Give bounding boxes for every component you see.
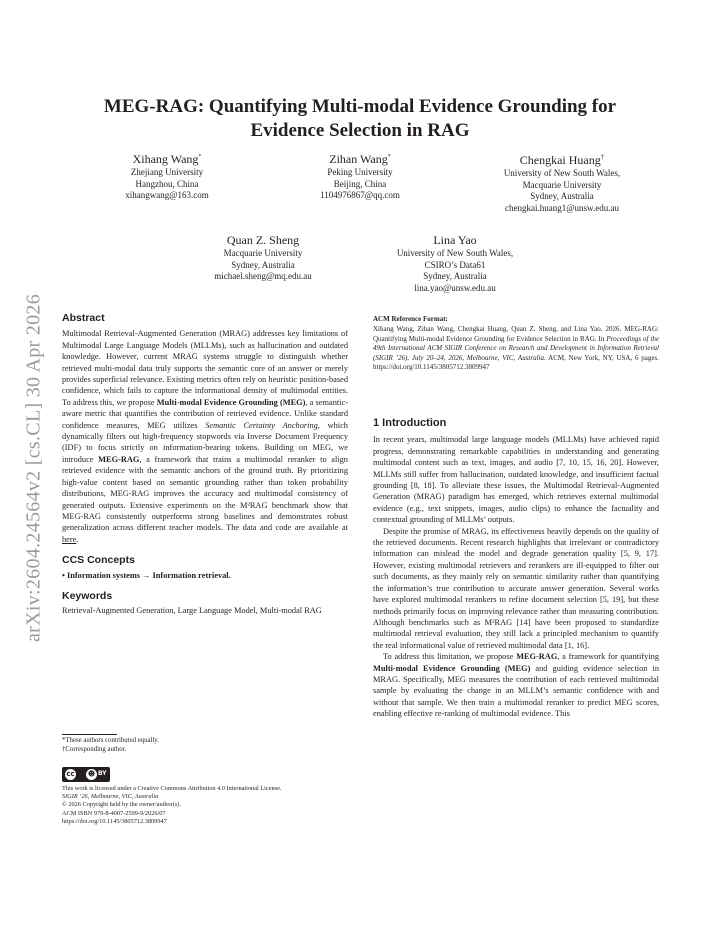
code-link[interactable]: here — [62, 534, 77, 544]
arxiv-stamp — [14, 258, 54, 678]
author-name: Lina Yao — [433, 233, 477, 247]
abstract-heading: Abstract — [62, 312, 105, 324]
author-location: Sydney, Australia — [423, 271, 487, 281]
footnote-rule — [62, 734, 117, 735]
footnote-corresponding: †Corresponding author. — [62, 746, 127, 753]
author-name: Xihang Wang* — [132, 152, 202, 166]
acm-reference — [373, 315, 659, 373]
intro-heading: 1 Introduction — [373, 417, 447, 429]
cc-icon: cc — [66, 769, 75, 778]
author-location: Sydney, Australia — [231, 259, 295, 270]
keywords-heading: Keywords — [62, 589, 113, 602]
author-location: Sydney, Australia — [530, 191, 594, 201]
left-column — [62, 313, 348, 617]
author-block — [82, 150, 252, 202]
license-block — [62, 785, 352, 826]
author-affiliation-2: Macquarie University — [522, 179, 602, 190]
acm-ref-heading: ACM Reference Format: — [373, 315, 448, 323]
arxiv-stamp-text: arXiv:2604.24564v2 [cs.CL] 30 Apr 2026 — [22, 293, 45, 643]
abstract-text: Multimodal Retrieval-Augmented Generation (MRAG) addresses key limitations of Multimodal Large Language Models (MLLMs), such as hallucination and outdated knowledge. However, current MRAG systems struggle to distinguish whether retrieved multi-modal data truly supports the semantic core of an answer or merely provides superficial relevance. Existing metrics often rely on heuristic position-based confidence, which fails to capture the informational density of multimodal entities. To address this, we propose Multi-modal Evidence Grounding (MEG), a semantic-aware metric that quantifies the contribution of retrieved evidence. Unlike standard confidence measures, MEG utilizes Semantic Certainty Anchoring, which dynamically filters out high-frequency stopwords via Inverse Document Frequency (IDF) to focus strictly on information-bearing tokens. Building on MEG, we introduce MEG-RAG, a framework that trains a multimodal reranker to align retrieved evidence with the semantic anchors of the ground truth. By prioritizing high-value content based on semantic grounding rather than token probability distributions, MEG-RAG improves the accuracy and multimodal consistency of generated outputs. Extensive experiments on the M²RAG benchmark show that MEG-RAG consistently outperforms strong baselines and demonstrates robust generalization across different teacher models. The data and code are available at here. — [62, 329, 348, 544]
keywords-text: Retrieval-Augmented Generation, Large Language Model, Multi-modal RAG — [62, 606, 322, 616]
copyright-line: © 2026 Copyright held by the owner/author(s). — [62, 801, 181, 809]
license-text: This work is licensed under a Creative Commons Attribution 4.0 International License. — [62, 785, 282, 792]
person-icon: ☻ — [87, 769, 96, 778]
intro-paragraph-1: In recent years, multimodal large language models (MLLMs) have achieved rapid progress, demonstrating remarkable capabilities in understanding and generating multimodal content such as text, images, and audio [7, 10, 15, 16, 20]. However, MLLMs still suffer from hallucination, outdated knowledge, and insufficient factual grounding [8, 18]. To alleviate these issues, the Multimodal Retrieval-Augmented Generation (MRAG) paradigm has emerged, which retrieves external multimodal evidence (e.g., text snippets, images, audio clips) to enhance the factuality and contextual grounding of MLLMs’ outputs. — [373, 435, 659, 525]
author-name: Quan Z. Sheng — [226, 233, 300, 247]
author-email: lina.yao@unsw.edu.au — [414, 282, 496, 293]
footnote-equal: *These authors contributed equally. — [62, 737, 159, 744]
title-line-1: MEG-RAG: Quantifying Multi-modal Evidence Grounding for — [103, 96, 617, 117]
footnotes — [62, 736, 348, 754]
doi-line: https://doi.org/10.1145/3805712.3809947 — [62, 817, 167, 825]
paper-title — [60, 95, 660, 143]
author-block — [370, 233, 540, 294]
author-email: 1104976867@qq.com — [320, 190, 400, 200]
author-email: xihangwang@163.com — [125, 190, 209, 200]
author-name: Chengkai Huang† — [519, 153, 605, 167]
author-email: michael.sheng@mq.edu.au — [214, 271, 312, 281]
author-affiliation-2: CSIRO’s Data61 — [424, 259, 486, 270]
isbn-line: ACM ISBN 979-8-4007-2599-9/2026/07 — [62, 809, 166, 817]
intro-paragraph-3: To address this limitation, we propose MEG-RAG, a framework for quantifying Multi-modal Evidence Grounding (MEG) and guiding evidence selection in MRAG. Specifically, MEG measures the contribution of each retrieved multimodal sample by evaluating the change in an MLLM’s semantic confidence with and without that sample. We then train a multimodal reranker to predict MEG scores, enabling effective re-ranking of multimodal evidence. This — [373, 652, 660, 719]
ccs-heading: CCS Concepts — [62, 554, 135, 567]
cc-by-label: BY — [98, 770, 107, 777]
author-affiliation: University of New South Wales, — [396, 248, 514, 258]
author-affiliation: Zhejiang University — [130, 167, 204, 177]
cc-by-badge — [62, 767, 110, 782]
acm-ref-text: Xihang Wang, Zihan Wang, Chengkai Huang, Quan Z. Sheng, and Lina Yao. 2026. MEG-RAG: Quantifying Multi-modal Evidence Grounding for Evidence Selection in RAG. In Proceedings of the 49th International ACM SIGIR Conference on Research and Development in Information Retrieval (SIGIR ’26), July 20–24, 2026, Melbourne, VIC, Australia. ACM, New York, NY, USA, 6 pages. https://doi.org/10.1145/3805712.3809947 — [373, 325, 659, 372]
author-location: Hangzhou, China — [135, 178, 199, 189]
author-affiliation: Macquarie University — [223, 248, 303, 258]
right-column — [373, 418, 659, 720]
title-line-2: Evidence Selection in RAG — [250, 120, 470, 141]
author-location: Beijing, China — [333, 178, 387, 189]
author-affiliation: Peking University — [327, 167, 393, 177]
author-block — [275, 150, 445, 202]
author-affiliation: University of New South Wales, — [503, 168, 621, 178]
author-email: chengkai.huang1@unsw.edu.au — [505, 202, 619, 213]
intro-paragraph-2: Despite the promise of MRAG, its effectiveness heavily depends on the quality of the retrieved documents. Recent research highlights that irrelevant or contradictory information can mislead the model and degrade generation quality [5, 9, 17]. However, existing multimodal retrievers and rerankers are ill-equipped to filter out such documents, as they mainly rely on semantic similarity rather than quantifying the information’s true contribution to accurate answer generation. Several works have explored multimodal rerankers to refine document selection [5, 19], but these methods primarily focus on improving relevance rather than measuring contribution. Although benchmarks such as M²RAG [14] have been proposed to standardize multimodal retrieval evaluation, they still lack a principled mechanism to quantify the real informational value of retrieved multimodal data [1, 16]. — [373, 526, 659, 650]
author-block — [178, 233, 348, 283]
author-block — [462, 150, 662, 214]
ccs-concepts: • Information systems → Information retrieval. — [62, 570, 231, 580]
conference-line: SIGIR ’26, Melbourne, VIC, Australia — [62, 793, 159, 801]
author-name: Zihan Wang* — [329, 152, 391, 166]
